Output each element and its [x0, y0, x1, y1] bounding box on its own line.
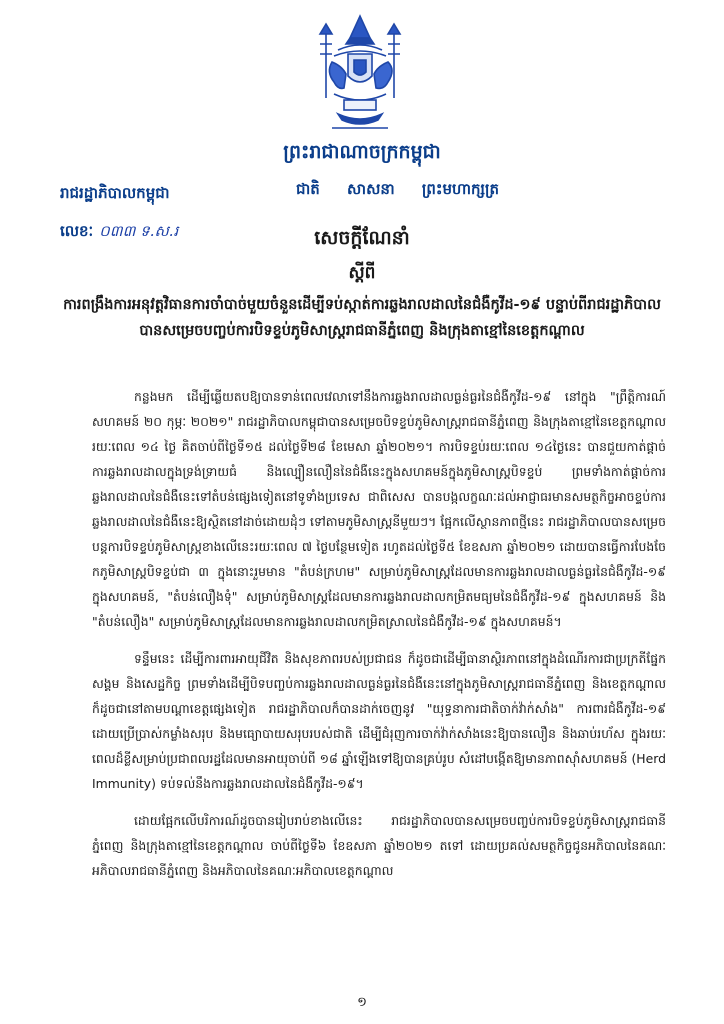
- reference-number: ០៣៣ ទ.ស.រ: [99, 222, 179, 240]
- kingdom-name: ព្រះរាជាណាចក្រកម្ពុជា: [283, 141, 441, 163]
- motto-religion: សាសនា: [347, 180, 395, 198]
- royal-emblem-icon: [304, 10, 416, 138]
- body-paragraph-2: ទន្ទឹមនេះ ដើម្បីការពារអាយុជីវិត និងសុខភាពរបស់ប្រជាជន ក៏ដូចជាដើម្បីធានាស្ថិរភាពនៅក្នុងដំណើរការជាប្រក្រតីផ្នែកសង្គម និងសេដ្ឋកិច្ច ព្រមទាំងដើម្បីបិទបញ្ចប់ការឆ្លងរាលដាលធ្ងន់ធ្ងរនៃជំងឺនេះនៅក្នុងភូមិសាស្ត្ររាជធានីភ្នំពេញ និងខេត្តកណ្តាល ក៏ដូចជានៅតាមបណ្តាខេត្តផ្សេងទៀត រាជរដ្ឋាភិបាលក៏បានដាក់ចេញនូវ "យុទ្ធនាការជាតិចាក់វ៉ាក់សាំង" ការពារជំងឺកូវីដ-១៩ ដោយប្រើប្រាស់កម្លាំងសរុប និងមធ្យោបាយសរុបរបស់ជាតិ ដើម្បីជំរុញការចាក់វ៉ាក់សាំងនេះឱ្យបានលឿន និងឆាប់រហ័ស ក្នុងរយៈពេលដ៏ខ្លីសម្រាប់ប្រជាពលរដ្ឋដែលមានអាយុចាប់ពី ១៨ ឆ្នាំឡើងទៅឱ្យបានគ្រប់រូប សំដៅបង្កើតឱ្យមានភាពស៊ាំសហគមន៍ (Herd Immunity) ទប់ទល់នឹងការឆ្លងរាលដាលនៃជំងឺកូវីដ-១៩។: [92, 651, 666, 791]
- document-type-title: សេចក្តីណែនាំ: [314, 227, 410, 249]
- national-motto: [296, 180, 521, 202]
- document-subject: ការពង្រឹងការអនុវត្តវិធានការចាំបាច់មួយចំនួនដើម្បីទប់ស្កាត់ការឆ្លងរាលដាលនៃជំងឺកូវីដ-១៩ បន្ទាប់ពីរាជរដ្ឋាភិបាលបានសម្រេចបញ្ចប់ការបិទខ្ទប់ភូមិសាស្ត្ររាជធានីភ្នំពេញ និងក្រុងតាខ្មៅនៃខេត្តកណ្តាល: [63, 297, 661, 339]
- reference-label: លេខៈ: [60, 222, 94, 240]
- document-body: [92, 384, 666, 883]
- body-paragraph-1: កន្លងមក ដើម្បីឆ្លើយតបឱ្យបានទាន់ពេលវេលាទៅនឹងការឆ្លងរាលដាលធ្ងន់ធ្ងរនៃជំងឺកូវីដ-១៩ នៅក្នុង "ព្រឹត្តិការណ៍សហគមន៍ ២០ កុម្ភៈ ២០២១" រាជរដ្ឋាភិបាលកម្ពុជាបានសម្រេចបិទខ្ទប់ភូមិសាស្ត្ររាជធានីភ្នំពេញ និងក្រុងតាខ្មៅនៃខេត្តកណ្តាល រយៈពេល ១៤ ថ្ងៃ គិតចាប់ពីថ្ងៃទី១៥ ដល់ថ្ងៃទី២៨ ខែមេសា ឆ្នាំ២០២១។ ការបិទខ្ទប់រយៈពេល ១៤ថ្ងៃនេះ បានជួយកាត់ផ្តាច់ការឆ្លងរាលដាលក្នុងទ្រង់ទ្រាយធំ និងល្បឿនលឿននៃជំងឺនេះក្នុងសហគមន៍ក្នុងភូមិសាស្ត្របិទខ្ទប់ ព្រមទាំងកាត់ផ្តាច់ការឆ្លងរាលដាលនៃជំងឺនេះទៅតំបន់ផ្សេងទៀតនៅទូទាំងប្រទេស ជាពិសេស បានបង្កលក្ខណៈដល់អាជ្ញាធរមានសមត្ថកិច្ចអាចខ្ទប់ការឆ្លងរាលដាលនៃជំងឺនេះឱ្យស្ថិតនៅដាច់ដោយដុំៗ ទៅតាមភូមិសាស្ត្រនីមួយៗ។ ផ្អែកលើស្ថានភាពថ្មីនេះ រាជរដ្ឋាភិបាលបានសម្រេចបន្តការបិទខ្ទប់ភូមិសាស្ត្រខាងលើនេះរយៈពេល ៧ ថ្ងៃបន្ថែមទៀត រហូតដល់ថ្ងៃទី៥ ខែឧសភា ឆ្នាំ២០២១ ដោយបានធ្វើការបែងចែកភូមិសាស្ត្របិទខ្ទប់ជា ៣ ក្នុងនោះរួមមាន "តំបន់ក្រហម" សម្រាប់ភូមិសាស្ត្រដែលមានការឆ្លងរាលដាលធ្ងន់ធ្ងរនៃជំងឺកូវីដ-១៩ ក្នុងសហគមន៍, "តំបន់លឿងទុំ" សម្រាប់ភូមិសាស្ត្រដែលមានការឆ្លងរាលដាលកម្រិតមធ្យមនៃជំងឺកូវីដ-១៩ ក្នុងសហគមន៍ និង "តំបន់លឿង" សម្រាប់ភូមិសាស្ត្រដែលមានការឆ្លងរាលដាលកម្រិតស្រាលនៃជំងឺកូវីដ-១៩ ក្នុងសហគមន៍។: [92, 389, 666, 629]
- subject-label: ស្តីពី: [348, 263, 376, 283]
- motto-nation: ជាតិ: [296, 180, 320, 198]
- body-paragraph-3: ដោយផ្អែកលើបរិការណ៍ដូចបានរៀបរាប់ខាងលើនេះ រាជរដ្ឋាភិបាលបានសម្រេចបញ្ចប់ការបិទខ្ទប់ភូមិសាស្ត្ររាជធានីភ្នំពេញ និងក្រុងតាខ្មៅនៃខេត្តកណ្តាល ចាប់ពីថ្ងៃទី៦ ខែឧសភា ឆ្នាំ២០២១ តទៅ ដោយប្រគល់សមត្ថកិច្ចជូនអភិបាលនៃគណៈអភិបាលរាជធានីភ្នំពេញ និងអភិបាលនៃគណៈអភិបាលខេត្តកណ្តាល: [92, 813, 666, 878]
- page-number: ១: [357, 995, 367, 1010]
- issuing-government: រាជរដ្ឋាភិបាលកម្ពុជា: [60, 184, 170, 202]
- motto-king: ព្រះមហាក្សត្រ: [421, 180, 500, 198]
